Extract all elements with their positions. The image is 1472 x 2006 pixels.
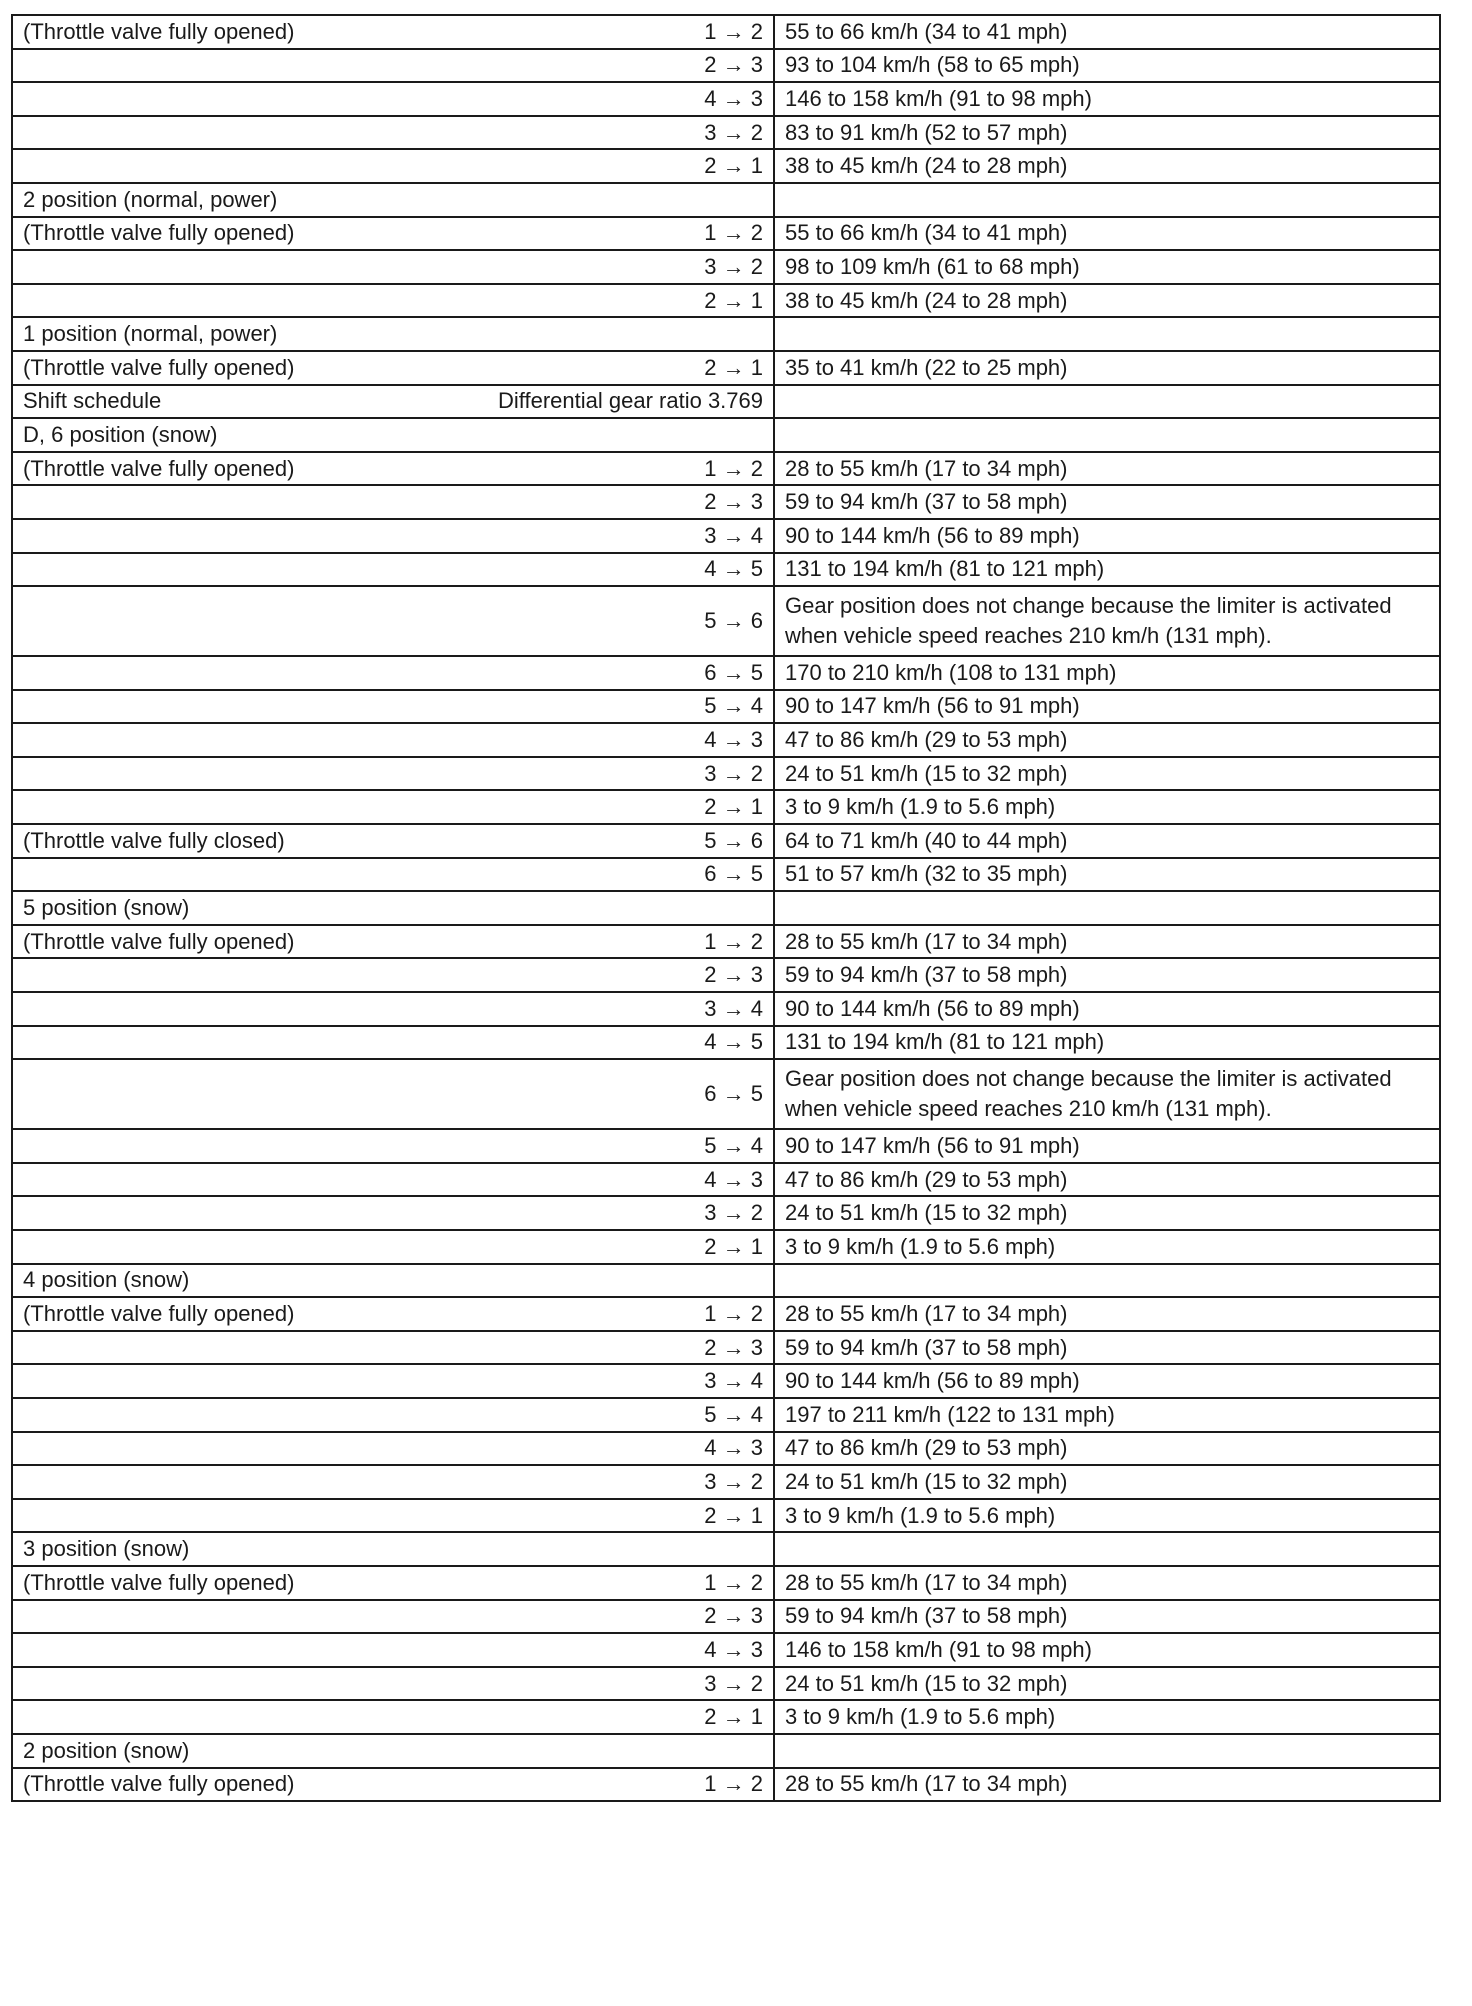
shift-cell: 1 → 2	[312, 15, 774, 49]
row-label	[12, 485, 312, 519]
speed-value: 3 to 9 km/h (1.9 to 5.6 mph)	[774, 1230, 1440, 1264]
speed-value	[774, 891, 1440, 925]
speed-value: 51 to 57 km/h (32 to 35 mph)	[774, 858, 1440, 892]
row-label	[12, 149, 312, 183]
speed-value: 59 to 94 km/h (37 to 58 mph)	[774, 485, 1440, 519]
shift-cell: 3 → 2	[312, 757, 774, 791]
shift-cell: 4 → 3	[312, 1163, 774, 1197]
speed-value: 24 to 51 km/h (15 to 32 mph)	[774, 1196, 1440, 1230]
shift-cell: 2 → 3	[312, 1600, 774, 1634]
shift-cell: 3 → 2	[312, 1196, 774, 1230]
table-row	[12, 824, 1440, 858]
shift-cell: 1 → 2	[312, 1768, 774, 1802]
shift-cell: 6 → 5	[312, 858, 774, 892]
row-label	[12, 519, 312, 553]
speed-value: 28 to 55 km/h (17 to 34 mph)	[774, 1566, 1440, 1600]
shift-cell: Differential gear ratio 3.769	[312, 385, 774, 419]
table-row	[12, 858, 1440, 892]
table-row	[12, 1465, 1440, 1499]
table-row	[12, 149, 1440, 183]
table-row	[12, 1700, 1440, 1734]
row-label	[12, 858, 312, 892]
speed-value: 146 to 158 km/h (91 to 98 mph)	[774, 1633, 1440, 1667]
shift-cell: 2 → 1	[312, 284, 774, 318]
row-label: 1 position (normal, power)	[12, 317, 312, 351]
row-label	[12, 250, 312, 284]
table-row	[12, 385, 1440, 419]
row-label	[12, 1163, 312, 1197]
table-row	[12, 317, 1440, 351]
speed-value: 64 to 71 km/h (40 to 44 mph)	[774, 824, 1440, 858]
row-label	[12, 1432, 312, 1466]
speed-value: 90 to 144 km/h (56 to 89 mph)	[774, 519, 1440, 553]
speed-value: 59 to 94 km/h (37 to 58 mph)	[774, 1600, 1440, 1634]
row-label	[12, 992, 312, 1026]
row-label: 5 position (snow)	[12, 891, 312, 925]
shift-cell: 2 → 1	[312, 1230, 774, 1264]
table-row	[12, 1566, 1440, 1600]
row-label: (Throttle valve fully opened)	[12, 1297, 312, 1331]
shift-cell: 1 → 2	[312, 1297, 774, 1331]
shift-cell: 2 → 3	[312, 958, 774, 992]
speed-value: 90 to 144 km/h (56 to 89 mph)	[774, 992, 1440, 1026]
row-label	[12, 1465, 312, 1499]
speed-value	[774, 317, 1440, 351]
shift-cell: 1 → 2	[312, 452, 774, 486]
speed-value: 59 to 94 km/h (37 to 58 mph)	[774, 1331, 1440, 1365]
table-row	[12, 418, 1440, 452]
shift-cell: 3 → 2	[312, 1465, 774, 1499]
shift-cell: 2 → 3	[312, 49, 774, 83]
shift-cell: 2 → 1	[312, 149, 774, 183]
speed-value	[774, 183, 1440, 217]
speed-value: 131 to 194 km/h (81 to 121 mph)	[774, 553, 1440, 587]
table-row	[12, 82, 1440, 116]
row-label: 3 position (snow)	[12, 1532, 312, 1566]
speed-value: 47 to 86 km/h (29 to 53 mph)	[774, 1163, 1440, 1197]
row-label: 2 position (snow)	[12, 1734, 312, 1768]
speed-value: 24 to 51 km/h (15 to 32 mph)	[774, 1465, 1440, 1499]
row-label	[12, 757, 312, 791]
shift-cell: 3 → 2	[312, 1667, 774, 1701]
table-row	[12, 15, 1440, 49]
shift-cell: 5 → 6	[312, 824, 774, 858]
speed-value: Gear position does not change because the limiter is activated when vehicle speed reaches 210 km/h (131 mph).	[774, 586, 1440, 656]
shift-cell: 2 → 1	[312, 1700, 774, 1734]
speed-value: 3 to 9 km/h (1.9 to 5.6 mph)	[774, 790, 1440, 824]
table-row	[12, 519, 1440, 553]
row-label	[12, 1667, 312, 1701]
speed-value	[774, 385, 1440, 419]
speed-value: 38 to 45 km/h (24 to 28 mph)	[774, 149, 1440, 183]
table-row	[12, 723, 1440, 757]
table-row	[12, 1667, 1440, 1701]
table-row	[12, 183, 1440, 217]
row-label	[12, 1129, 312, 1163]
speed-value: Gear position does not change because the limiter is activated when vehicle speed reaches 210 km/h (131 mph).	[774, 1059, 1440, 1129]
row-label	[12, 958, 312, 992]
shift-cell: 1 → 2	[312, 217, 774, 251]
shift-cell	[312, 317, 774, 351]
speed-value: 47 to 86 km/h (29 to 53 mph)	[774, 723, 1440, 757]
table-row	[12, 1163, 1440, 1197]
speed-value: 90 to 147 km/h (56 to 91 mph)	[774, 690, 1440, 724]
shift-cell: 3 → 4	[312, 1364, 774, 1398]
table-row	[12, 452, 1440, 486]
shift-cell: 3 → 4	[312, 992, 774, 1026]
row-label	[12, 49, 312, 83]
table-row	[12, 351, 1440, 385]
row-label	[12, 553, 312, 587]
row-label	[12, 1331, 312, 1365]
speed-value: 3 to 9 km/h (1.9 to 5.6 mph)	[774, 1499, 1440, 1533]
row-label	[12, 1398, 312, 1432]
table-row	[12, 49, 1440, 83]
row-label	[12, 1230, 312, 1264]
table-row	[12, 250, 1440, 284]
table-row	[12, 992, 1440, 1026]
row-label: (Throttle valve fully opened)	[12, 925, 312, 959]
row-label	[12, 1059, 312, 1129]
row-label: (Throttle valve fully opened)	[12, 452, 312, 486]
speed-value: 38 to 45 km/h (24 to 28 mph)	[774, 284, 1440, 318]
table-row	[12, 553, 1440, 587]
table-row	[12, 485, 1440, 519]
table-row	[12, 1768, 1440, 1802]
table-row	[12, 1059, 1440, 1129]
table-row	[12, 116, 1440, 150]
table-row	[12, 1196, 1440, 1230]
shift-cell: 2 → 3	[312, 1331, 774, 1365]
shift-cell	[312, 418, 774, 452]
speed-value: 55 to 66 km/h (34 to 41 mph)	[774, 217, 1440, 251]
table-row	[12, 1633, 1440, 1667]
table-row	[12, 1230, 1440, 1264]
speed-value: 146 to 158 km/h (91 to 98 mph)	[774, 82, 1440, 116]
shift-cell: 2 → 3	[312, 485, 774, 519]
shift-cell: 5 → 4	[312, 1398, 774, 1432]
row-label	[12, 1364, 312, 1398]
shift-cell: 2 → 1	[312, 351, 774, 385]
speed-value	[774, 1264, 1440, 1298]
speed-value: 28 to 55 km/h (17 to 34 mph)	[774, 452, 1440, 486]
table-row	[12, 586, 1440, 656]
speed-value	[774, 418, 1440, 452]
shift-cell: 4 → 5	[312, 553, 774, 587]
table-row	[12, 1499, 1440, 1533]
table-row	[12, 1297, 1440, 1331]
table-row	[12, 925, 1440, 959]
table-row	[12, 656, 1440, 690]
row-label	[12, 790, 312, 824]
shift-cell: 4 → 3	[312, 1633, 774, 1667]
shift-cell: 1 → 2	[312, 1566, 774, 1600]
shift-cell: 3 → 2	[312, 250, 774, 284]
table-row	[12, 958, 1440, 992]
table-row	[12, 1364, 1440, 1398]
table-row	[12, 1264, 1440, 1298]
speed-value: 55 to 66 km/h (34 to 41 mph)	[774, 15, 1440, 49]
row-label	[12, 1499, 312, 1533]
speed-value: 24 to 51 km/h (15 to 32 mph)	[774, 1667, 1440, 1701]
row-label: (Throttle valve fully opened)	[12, 1768, 312, 1802]
table-row	[12, 1026, 1440, 1060]
shift-cell: 4 → 5	[312, 1026, 774, 1060]
row-label	[12, 586, 312, 656]
row-label	[12, 1026, 312, 1060]
speed-value: 28 to 55 km/h (17 to 34 mph)	[774, 925, 1440, 959]
row-label: (Throttle valve fully opened)	[12, 217, 312, 251]
speed-value: 28 to 55 km/h (17 to 34 mph)	[774, 1768, 1440, 1802]
speed-value: 98 to 109 km/h (61 to 68 mph)	[774, 250, 1440, 284]
shift-cell: 5 → 4	[312, 1129, 774, 1163]
shift-cell: 4 → 3	[312, 82, 774, 116]
shift-cell: 2 → 1	[312, 790, 774, 824]
row-label: (Throttle valve fully opened)	[12, 15, 312, 49]
table-row	[12, 690, 1440, 724]
shift-cell	[312, 1734, 774, 1768]
row-label: 2 position (normal, power)	[12, 183, 312, 217]
table-row	[12, 1734, 1440, 1768]
shift-cell	[312, 1264, 774, 1298]
table-row	[12, 790, 1440, 824]
row-label	[12, 1700, 312, 1734]
table-row	[12, 1331, 1440, 1365]
shift-cell: 6 → 5	[312, 1059, 774, 1129]
speed-value: 28 to 55 km/h (17 to 34 mph)	[774, 1297, 1440, 1331]
row-label	[12, 82, 312, 116]
shift-cell	[312, 891, 774, 925]
speed-value	[774, 1734, 1440, 1768]
shift-cell	[312, 1532, 774, 1566]
speed-value: 47 to 86 km/h (29 to 53 mph)	[774, 1432, 1440, 1466]
speed-value: 35 to 41 km/h (22 to 25 mph)	[774, 351, 1440, 385]
row-label: D, 6 position (snow)	[12, 418, 312, 452]
row-label	[12, 284, 312, 318]
table-row	[12, 217, 1440, 251]
shift-cell: 4 → 3	[312, 723, 774, 757]
speed-value: 93 to 104 km/h (58 to 65 mph)	[774, 49, 1440, 83]
speed-value: 83 to 91 km/h (52 to 57 mph)	[774, 116, 1440, 150]
shift-cell	[312, 183, 774, 217]
row-label: (Throttle valve fully closed)	[12, 824, 312, 858]
table-row	[12, 1432, 1440, 1466]
shift-schedule-table	[11, 14, 1441, 1802]
speed-value: 59 to 94 km/h (37 to 58 mph)	[774, 958, 1440, 992]
row-label: (Throttle valve fully opened)	[12, 1566, 312, 1600]
table-row	[12, 891, 1440, 925]
table-row	[12, 1398, 1440, 1432]
shift-cell: 1 → 2	[312, 925, 774, 959]
table-row	[12, 1129, 1440, 1163]
shift-cell: 5 → 6	[312, 586, 774, 656]
speed-value: 90 to 147 km/h (56 to 91 mph)	[774, 1129, 1440, 1163]
speed-value: 90 to 144 km/h (56 to 89 mph)	[774, 1364, 1440, 1398]
row-label	[12, 723, 312, 757]
row-label	[12, 1196, 312, 1230]
table-row	[12, 1600, 1440, 1634]
shift-cell: 6 → 5	[312, 656, 774, 690]
row-label: (Throttle valve fully opened)	[12, 351, 312, 385]
speed-value: 197 to 211 km/h (122 to 131 mph)	[774, 1398, 1440, 1432]
shift-cell: 2 → 1	[312, 1499, 774, 1533]
speed-value: 170 to 210 km/h (108 to 131 mph)	[774, 656, 1440, 690]
row-label	[12, 690, 312, 724]
row-label	[12, 656, 312, 690]
table-row	[12, 1532, 1440, 1566]
row-label	[12, 1633, 312, 1667]
row-label: Shift schedule	[12, 385, 312, 419]
row-label	[12, 116, 312, 150]
shift-schedule-body	[12, 15, 1440, 1801]
shift-cell: 5 → 4	[312, 690, 774, 724]
speed-value: 131 to 194 km/h (81 to 121 mph)	[774, 1026, 1440, 1060]
speed-value: 24 to 51 km/h (15 to 32 mph)	[774, 757, 1440, 791]
speed-value: 3 to 9 km/h (1.9 to 5.6 mph)	[774, 1700, 1440, 1734]
shift-cell: 3 → 4	[312, 519, 774, 553]
row-label	[12, 1600, 312, 1634]
table-row	[12, 284, 1440, 318]
table-row	[12, 757, 1440, 791]
speed-value	[774, 1532, 1440, 1566]
shift-cell: 4 → 3	[312, 1432, 774, 1466]
row-label: 4 position (snow)	[12, 1264, 312, 1298]
shift-cell: 3 → 2	[312, 116, 774, 150]
